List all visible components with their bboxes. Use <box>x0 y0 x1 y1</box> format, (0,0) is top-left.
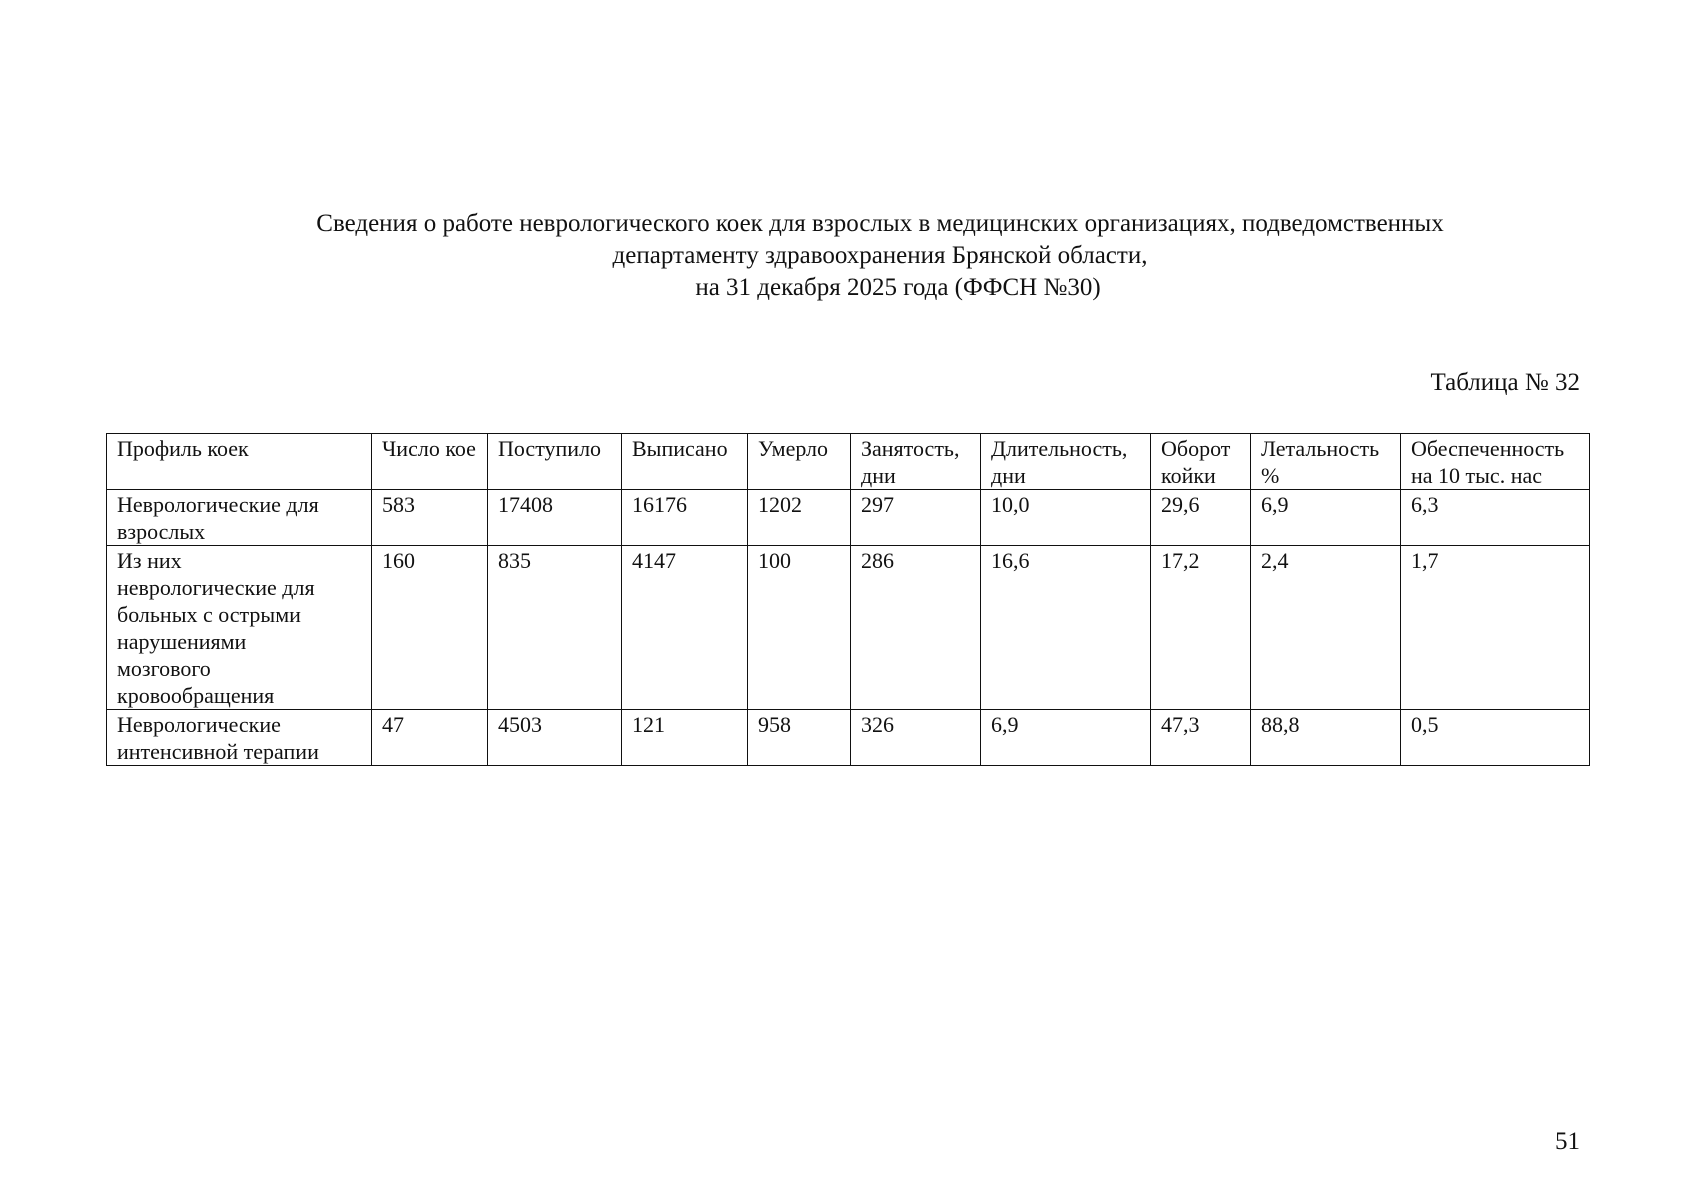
provision-cell: 1,7 <box>1401 546 1590 710</box>
discharged-cell: 4147 <box>622 546 748 710</box>
discharged-cell: 121 <box>622 710 748 766</box>
header-died: Умерло <box>748 434 851 490</box>
bed-turnover-cell: 29,6 <box>1151 490 1251 546</box>
document-title <box>190 208 1570 304</box>
title-line-1: Сведения о работе неврологического коек для взрослых в медицинских организациях, подведомственных <box>316 210 1444 237</box>
header-bed-count: Число кое <box>372 434 488 490</box>
provision-cell: 6,3 <box>1401 490 1590 546</box>
header-admitted: Поступило <box>488 434 622 490</box>
title-line-2: департаменту здравоохранения Брянской области, <box>612 242 1148 269</box>
occupancy-cell: 326 <box>851 710 981 766</box>
row-profile-cell: Неврологические для взрослых <box>107 490 372 546</box>
row-profile-cell: Неврологические интенсивной терапии <box>107 710 372 766</box>
header-provision: Обеспеченность на 10 тыс. нас <box>1401 434 1590 490</box>
duration-cell: 16,6 <box>981 546 1151 710</box>
header-mortality: Летальность % <box>1251 434 1401 490</box>
row-profile-cell: Из них неврологические для больных с острыми нарушениями мозгового кровообращения <box>107 546 372 710</box>
died-cell: 100 <box>748 546 851 710</box>
table-row <box>107 546 1590 710</box>
bed-turnover-cell: 47,3 <box>1151 710 1251 766</box>
mortality-cell: 88,8 <box>1251 710 1401 766</box>
header-profile: Профиль коек <box>107 434 372 490</box>
provision-cell: 0,5 <box>1401 710 1590 766</box>
admitted-cell: 17408 <box>488 490 622 546</box>
bed-count-cell: 160 <box>372 546 488 710</box>
header-occupancy: Занятость, дни <box>851 434 981 490</box>
mortality-cell: 6,9 <box>1251 490 1401 546</box>
bed-count-cell: 583 <box>372 490 488 546</box>
died-cell: 958 <box>748 710 851 766</box>
page-number: 51 <box>1555 1128 1580 1155</box>
mortality-cell: 2,4 <box>1251 546 1401 710</box>
admitted-cell: 835 <box>488 546 622 710</box>
bed-turnover-cell: 17,2 <box>1151 546 1251 710</box>
died-cell: 1202 <box>748 490 851 546</box>
bed-count-cell: 47 <box>372 710 488 766</box>
admitted-cell: 4503 <box>488 710 622 766</box>
table-label: Таблица № 32 <box>1430 369 1580 396</box>
table-row <box>107 490 1590 546</box>
occupancy-cell: 286 <box>851 546 981 710</box>
header-discharged: Выписано <box>622 434 748 490</box>
occupancy-cell: 297 <box>851 490 981 546</box>
header-duration: Длительность, дни <box>981 434 1151 490</box>
header-bed-turnover: Оборот койки <box>1151 434 1251 490</box>
title-line-3: на 31 декабря 2025 года (ФФСН №30) <box>695 274 1101 301</box>
bed-statistics-table <box>106 433 1590 766</box>
table-row <box>107 710 1590 766</box>
duration-cell: 10,0 <box>981 490 1151 546</box>
table-header-row <box>107 434 1590 490</box>
duration-cell: 6,9 <box>981 710 1151 766</box>
discharged-cell: 16176 <box>622 490 748 546</box>
